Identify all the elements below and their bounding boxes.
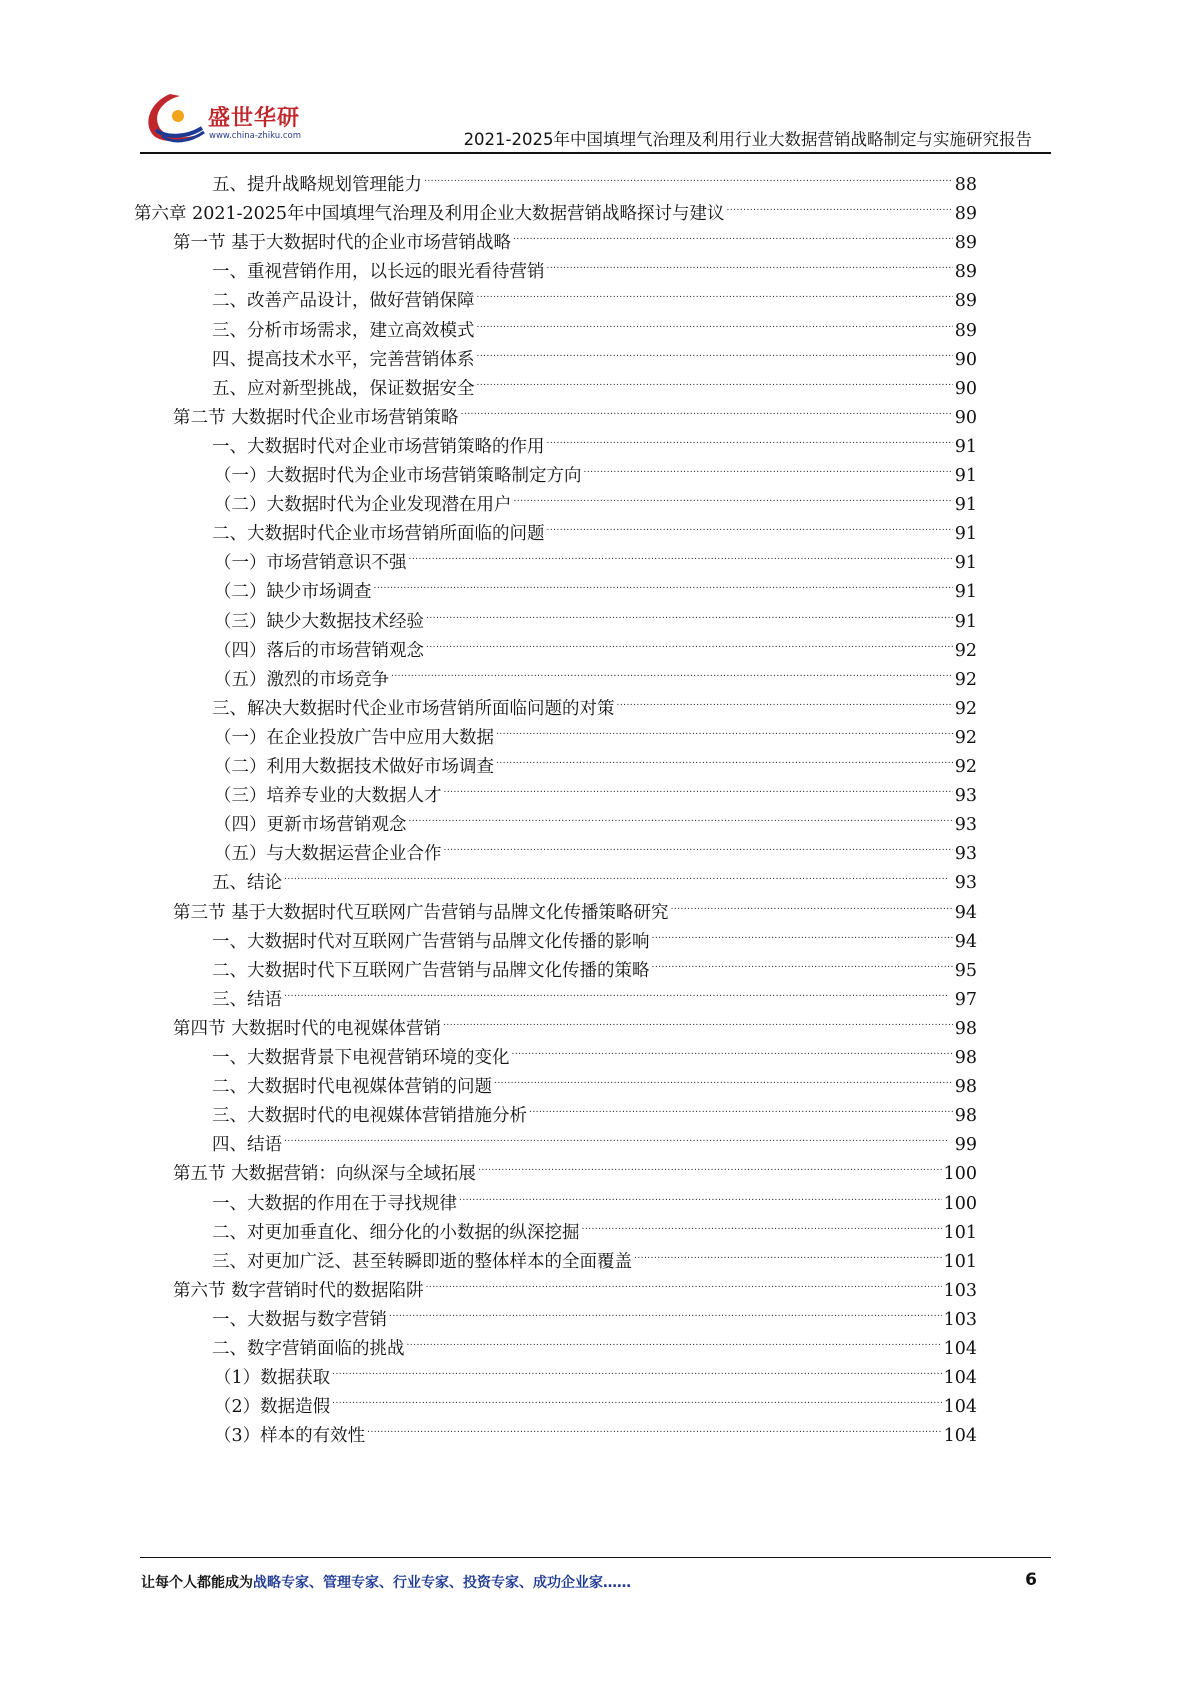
toc-entry-page: 104 — [943, 1426, 977, 1447]
toc-leader-dots — [284, 858, 953, 888]
toc-entry[interactable] — [212, 946, 977, 981]
toc-entry-title: （1）数据获取 — [214, 1368, 331, 1389]
toc-leader-dots — [634, 1237, 942, 1267]
toc-leader-dots — [727, 189, 953, 219]
toc-entry[interactable] — [214, 597, 977, 632]
toc-entry[interactable] — [214, 655, 977, 690]
toc-entry[interactable] — [212, 1295, 977, 1330]
toc-entry[interactable] — [214, 1382, 977, 1418]
toc-leader-dots — [547, 247, 953, 277]
toc-entry-page: 99 — [954, 1135, 977, 1156]
toc-entry-title: 四、结语 — [212, 1135, 282, 1156]
toc-entry[interactable] — [212, 975, 977, 1010]
toc-entry[interactable] — [212, 364, 977, 399]
toc-entry[interactable] — [173, 888, 977, 923]
report-title: 2021-2025年中国填埋气治理及利用行业大数据营销战略制定与实施研究报告 — [463, 130, 1032, 149]
toc-entry-title: 第五节 大数据营销：向纵深与全域拓展 — [173, 1164, 477, 1185]
toc-entry[interactable] — [212, 276, 977, 312]
toc-leader-dots — [477, 306, 953, 336]
toc-entry-title: 五、提升战略规划管理能力 — [212, 175, 422, 195]
logo-url: www.china-zhiku.com — [209, 131, 301, 141]
toc-entry-title: （五）与大数据运营企业合作 — [214, 844, 442, 865]
toc-entry-page: 101 — [943, 1222, 977, 1243]
toc-leader-dots — [374, 567, 953, 597]
toc-leader-dots — [584, 451, 953, 481]
toc-entry-page: 101 — [943, 1251, 977, 1272]
toc-entry[interactable] — [212, 1062, 977, 1098]
toc-entry-title: 二、数字营销面临的挑战 — [212, 1339, 405, 1359]
toc-entry[interactable] — [212, 509, 977, 545]
toc-entry[interactable] — [173, 1266, 977, 1301]
toc-entry-page: 91 — [954, 582, 977, 603]
toc-entry[interactable] — [212, 160, 977, 195]
toc-entry-page: 91 — [954, 553, 977, 574]
toc-leader-dots — [478, 1149, 942, 1179]
toc-entry-title: 五、结论 — [212, 873, 282, 894]
toc-leader-dots — [652, 946, 953, 976]
toc-entry-page: 94 — [954, 931, 977, 952]
toc-entry-page: 97 — [954, 989, 977, 1010]
toc-entry[interactable] — [173, 218, 977, 254]
toc-entry[interactable] — [214, 713, 977, 748]
toc-entry[interactable] — [212, 1120, 977, 1156]
toc-leader-dots — [409, 538, 953, 568]
toc-entry-page: 93 — [954, 786, 977, 807]
toc-leader-dots — [444, 829, 953, 859]
toc-entry-page: 93 — [954, 873, 977, 894]
toc-entry[interactable] — [212, 1324, 977, 1359]
toc-leader-dots — [496, 742, 953, 772]
toc-entry-page: 98 — [954, 1018, 977, 1039]
toc-entry-page: 90 — [954, 378, 977, 399]
toc-leader-dots — [459, 1179, 942, 1209]
toc-entry-title: 一、大数据的作用在于寻找规律 — [212, 1193, 457, 1214]
toc-leader-dots — [424, 160, 953, 190]
toc-entry[interactable] — [134, 189, 977, 225]
logo-text: 盛世华研 — [208, 106, 301, 131]
toc-entry-page: 91 — [954, 466, 977, 486]
toc-leader-dots — [477, 276, 953, 306]
toc-entry[interactable] — [212, 684, 977, 719]
toc-leader-dots — [391, 655, 953, 685]
toc-leader-dots — [367, 1411, 941, 1441]
toc-entry-page: 89 — [954, 233, 977, 254]
toc-entry-title: 一、大数据时代对互联网广告营销与品牌文化传播的影响 — [212, 931, 650, 952]
toc-entry[interactable] — [214, 800, 977, 836]
toc-entry[interactable] — [212, 1033, 977, 1068]
toc-entry-title: 一、重视营销作用，以长远的眼光看待营销 — [212, 262, 545, 283]
toc-leader-dots — [547, 509, 953, 539]
toc-entry-page: 92 — [954, 757, 977, 777]
toc-entry[interactable] — [214, 538, 977, 574]
toc-entry-page: 91 — [954, 436, 977, 457]
toc-entry[interactable] — [212, 1237, 977, 1272]
toc-entry-title: 三、大数据时代的电视媒体营销措施分析 — [212, 1106, 527, 1127]
toc-entry-page: 104 — [943, 1339, 977, 1359]
toc-entry[interactable] — [214, 626, 977, 661]
toc-entry-page: 98 — [954, 1048, 977, 1068]
toc-leader-dots — [444, 771, 953, 801]
toc-entry[interactable] — [214, 1353, 977, 1389]
toc-entry-page: 92 — [954, 640, 977, 661]
toc-entry-page: 89 — [954, 262, 977, 283]
toc-entry[interactable] — [212, 1179, 977, 1214]
toc-entry-title: （四）落后的市场营销观念 — [214, 640, 424, 661]
toc-leader-dots — [426, 1266, 942, 1296]
toc-leader-dots — [652, 917, 953, 947]
toc-entry-page: 88 — [954, 175, 977, 195]
toc-entry-title: （一）市场营销意识不强 — [214, 553, 407, 574]
toc-entry-page: 91 — [954, 611, 977, 632]
toc-entry-page: 100 — [943, 1193, 977, 1214]
toc-leader-dots — [284, 975, 953, 1005]
page-number: 6 — [1025, 1570, 1037, 1590]
toc-entry[interactable] — [212, 917, 977, 952]
toc-entry[interactable] — [212, 306, 977, 341]
toc-entry[interactable] — [214, 451, 977, 486]
toc-entry-page: 103 — [943, 1280, 977, 1301]
toc-entry-title: （三）缺少大数据技术经验 — [214, 611, 424, 632]
toc-entry-page: 95 — [954, 960, 977, 981]
toc-leader-dots — [512, 1033, 953, 1063]
toc-entry[interactable] — [214, 829, 977, 865]
toc-entry[interactable] — [173, 1149, 977, 1185]
toc-entry[interactable] — [173, 393, 977, 428]
footer-slogan — [141, 1572, 631, 1592]
toc-leader-dots — [617, 684, 953, 714]
toc-entry-title: （一）在企业投放广告中应用大数据 — [214, 727, 494, 748]
toc-entry-title: （二）大数据时代为企业发现潜在用户 — [214, 495, 512, 516]
toc-entry-title: 三、分析市场需求，建立高效模式 — [212, 320, 475, 341]
toc-entry-page: 100 — [943, 1164, 977, 1185]
toc-entry-page: 92 — [954, 669, 977, 690]
toc-entry-title: 二、改善产品设计，做好营销保障 — [212, 291, 475, 312]
toc-leader-dots — [514, 480, 953, 510]
toc-leader-dots — [426, 597, 953, 627]
toc-entry[interactable] — [212, 422, 977, 457]
toc-entry-page: 91 — [954, 495, 977, 516]
toc-entry[interactable] — [214, 480, 977, 516]
page-header — [0, 0, 1191, 160]
toc-entry-page: 98 — [954, 1077, 977, 1098]
toc-entry[interactable] — [173, 1004, 977, 1039]
toc-entry-title: 三、结语 — [212, 989, 282, 1010]
toc-entry-page: 90 — [954, 407, 977, 428]
toc-entry-title: 五、应对新型挑战，保证数据安全 — [212, 378, 475, 399]
toc-entry-title: 第二节 大数据时代企业市场营销策略 — [173, 407, 459, 428]
footer-divider — [140, 1557, 1051, 1558]
toc-entry[interactable] — [214, 742, 977, 777]
toc-entry-title: 第四节 大数据时代的电视媒体营销 — [173, 1018, 442, 1039]
toc-leader-dots — [494, 1062, 953, 1092]
toc-entry-title: 二、大数据时代电视媒体营销的问题 — [212, 1077, 492, 1098]
toc-entry-title: 第三节 基于大数据时代互联网广告营销与品牌文化传播策略研究 — [173, 902, 669, 923]
toc-entry-title: （三）培养专业的大数据人才 — [214, 786, 442, 807]
toc-entry-title: （五）激烈的市场竞争 — [214, 669, 389, 690]
toc-entry-title: 第一节 基于大数据时代的企业市场营销战略 — [173, 233, 512, 254]
toc-entry-title: （二）缺少市场调查 — [214, 582, 372, 603]
toc-leader-dots — [477, 364, 953, 394]
toc-entry[interactable] — [212, 1208, 977, 1243]
toc-entry-title: 三、解决大数据时代企业市场营销所面临问题的对策 — [212, 698, 615, 719]
toc-leader-dots — [477, 335, 953, 365]
toc-leader-dots — [513, 218, 953, 248]
toc-leader-dots — [407, 1324, 942, 1354]
toc-entry[interactable] — [214, 1411, 977, 1447]
toc-entry-page: 89 — [954, 291, 977, 312]
toc-entry-page: 94 — [954, 902, 977, 923]
toc-entry[interactable] — [214, 771, 977, 807]
toc-entry-page: 93 — [954, 815, 977, 836]
toc-entry-title: 一、大数据时代对企业市场营销策略的作用 — [212, 436, 545, 457]
toc-entry-page: 91 — [954, 524, 977, 545]
toc-entry-title: 一、大数据与数字营销 — [212, 1309, 387, 1330]
toc-entry-page: 92 — [954, 698, 977, 719]
toc-entry-title: 二、大数据时代企业市场营销所面临的问题 — [212, 524, 545, 545]
toc-entry[interactable] — [212, 247, 977, 283]
toc-entry-title: 第六章 2021-2025年中国填埋气治理及利用企业大数据营销战略探讨与建议 — [134, 204, 725, 225]
toc-leader-dots — [409, 800, 953, 830]
header-divider — [140, 152, 1051, 154]
toc-entry-page: 90 — [954, 349, 977, 370]
toc-entry-page: 103 — [943, 1309, 977, 1330]
toc-entry-title: 第六节 数字营销时代的数据陷阱 — [173, 1280, 424, 1301]
toc-entry-title: （四）更新市场营销观念 — [214, 815, 407, 836]
toc-leader-dots — [389, 1295, 942, 1325]
toc-leader-dots — [671, 888, 953, 918]
slogan-highlight: 战略专家、管理专家、行业专家、投资专家、成功企业家…… — [253, 1575, 631, 1591]
toc-leader-dots — [582, 1208, 942, 1238]
toc-leader-dots — [332, 1353, 941, 1383]
toc-leader-dots — [443, 1004, 953, 1034]
toc-entry-title: 二、大数据时代下互联网广告营销与品牌文化传播的策略 — [212, 960, 650, 981]
toc-entry-title: （一）大数据时代为企业市场营销策略制定方向 — [214, 466, 582, 486]
toc-entry-page: 104 — [943, 1368, 977, 1389]
toc-entry-title: （二）利用大数据技术做好市场调查 — [214, 757, 494, 777]
toc-entry-page: 104 — [943, 1397, 977, 1418]
toc-entry[interactable] — [212, 1091, 977, 1127]
toc-leader-dots — [461, 393, 953, 423]
toc-leader-dots — [332, 1382, 941, 1412]
toc-entry[interactable] — [214, 567, 977, 603]
toc-entry-page: 89 — [954, 204, 977, 225]
toc-entry-title: （2）数据造假 — [214, 1397, 331, 1418]
toc-entry-title: 二、对更加垂直化、细分化的小数据的纵深挖掘 — [212, 1222, 580, 1243]
toc-entry-title: 三、对更加广泛、甚至转瞬即逝的整体样本的全面覆盖 — [212, 1251, 632, 1272]
toc-entry-title: 四、提高技术水平，完善营销体系 — [212, 349, 475, 370]
toc-entry-page: 98 — [954, 1106, 977, 1127]
toc-entry[interactable] — [212, 335, 977, 370]
toc-entry-title: （3）样本的有效性 — [214, 1426, 366, 1447]
toc-leader-dots — [284, 1120, 953, 1150]
toc-entry-title: 一、大数据背景下电视营销环境的变化 — [212, 1048, 510, 1068]
toc-entry-page: 92 — [954, 727, 977, 748]
toc-leader-dots — [547, 422, 953, 452]
toc-entry-page: 93 — [954, 844, 977, 865]
toc-leader-dots — [426, 626, 953, 656]
slogan-prefix: 让每个人都能成为 — [141, 1575, 253, 1591]
toc-entry-page: 89 — [954, 320, 977, 341]
toc-leader-dots — [496, 713, 953, 743]
toc-entry[interactable] — [212, 858, 977, 894]
toc-leader-dots — [529, 1091, 953, 1121]
